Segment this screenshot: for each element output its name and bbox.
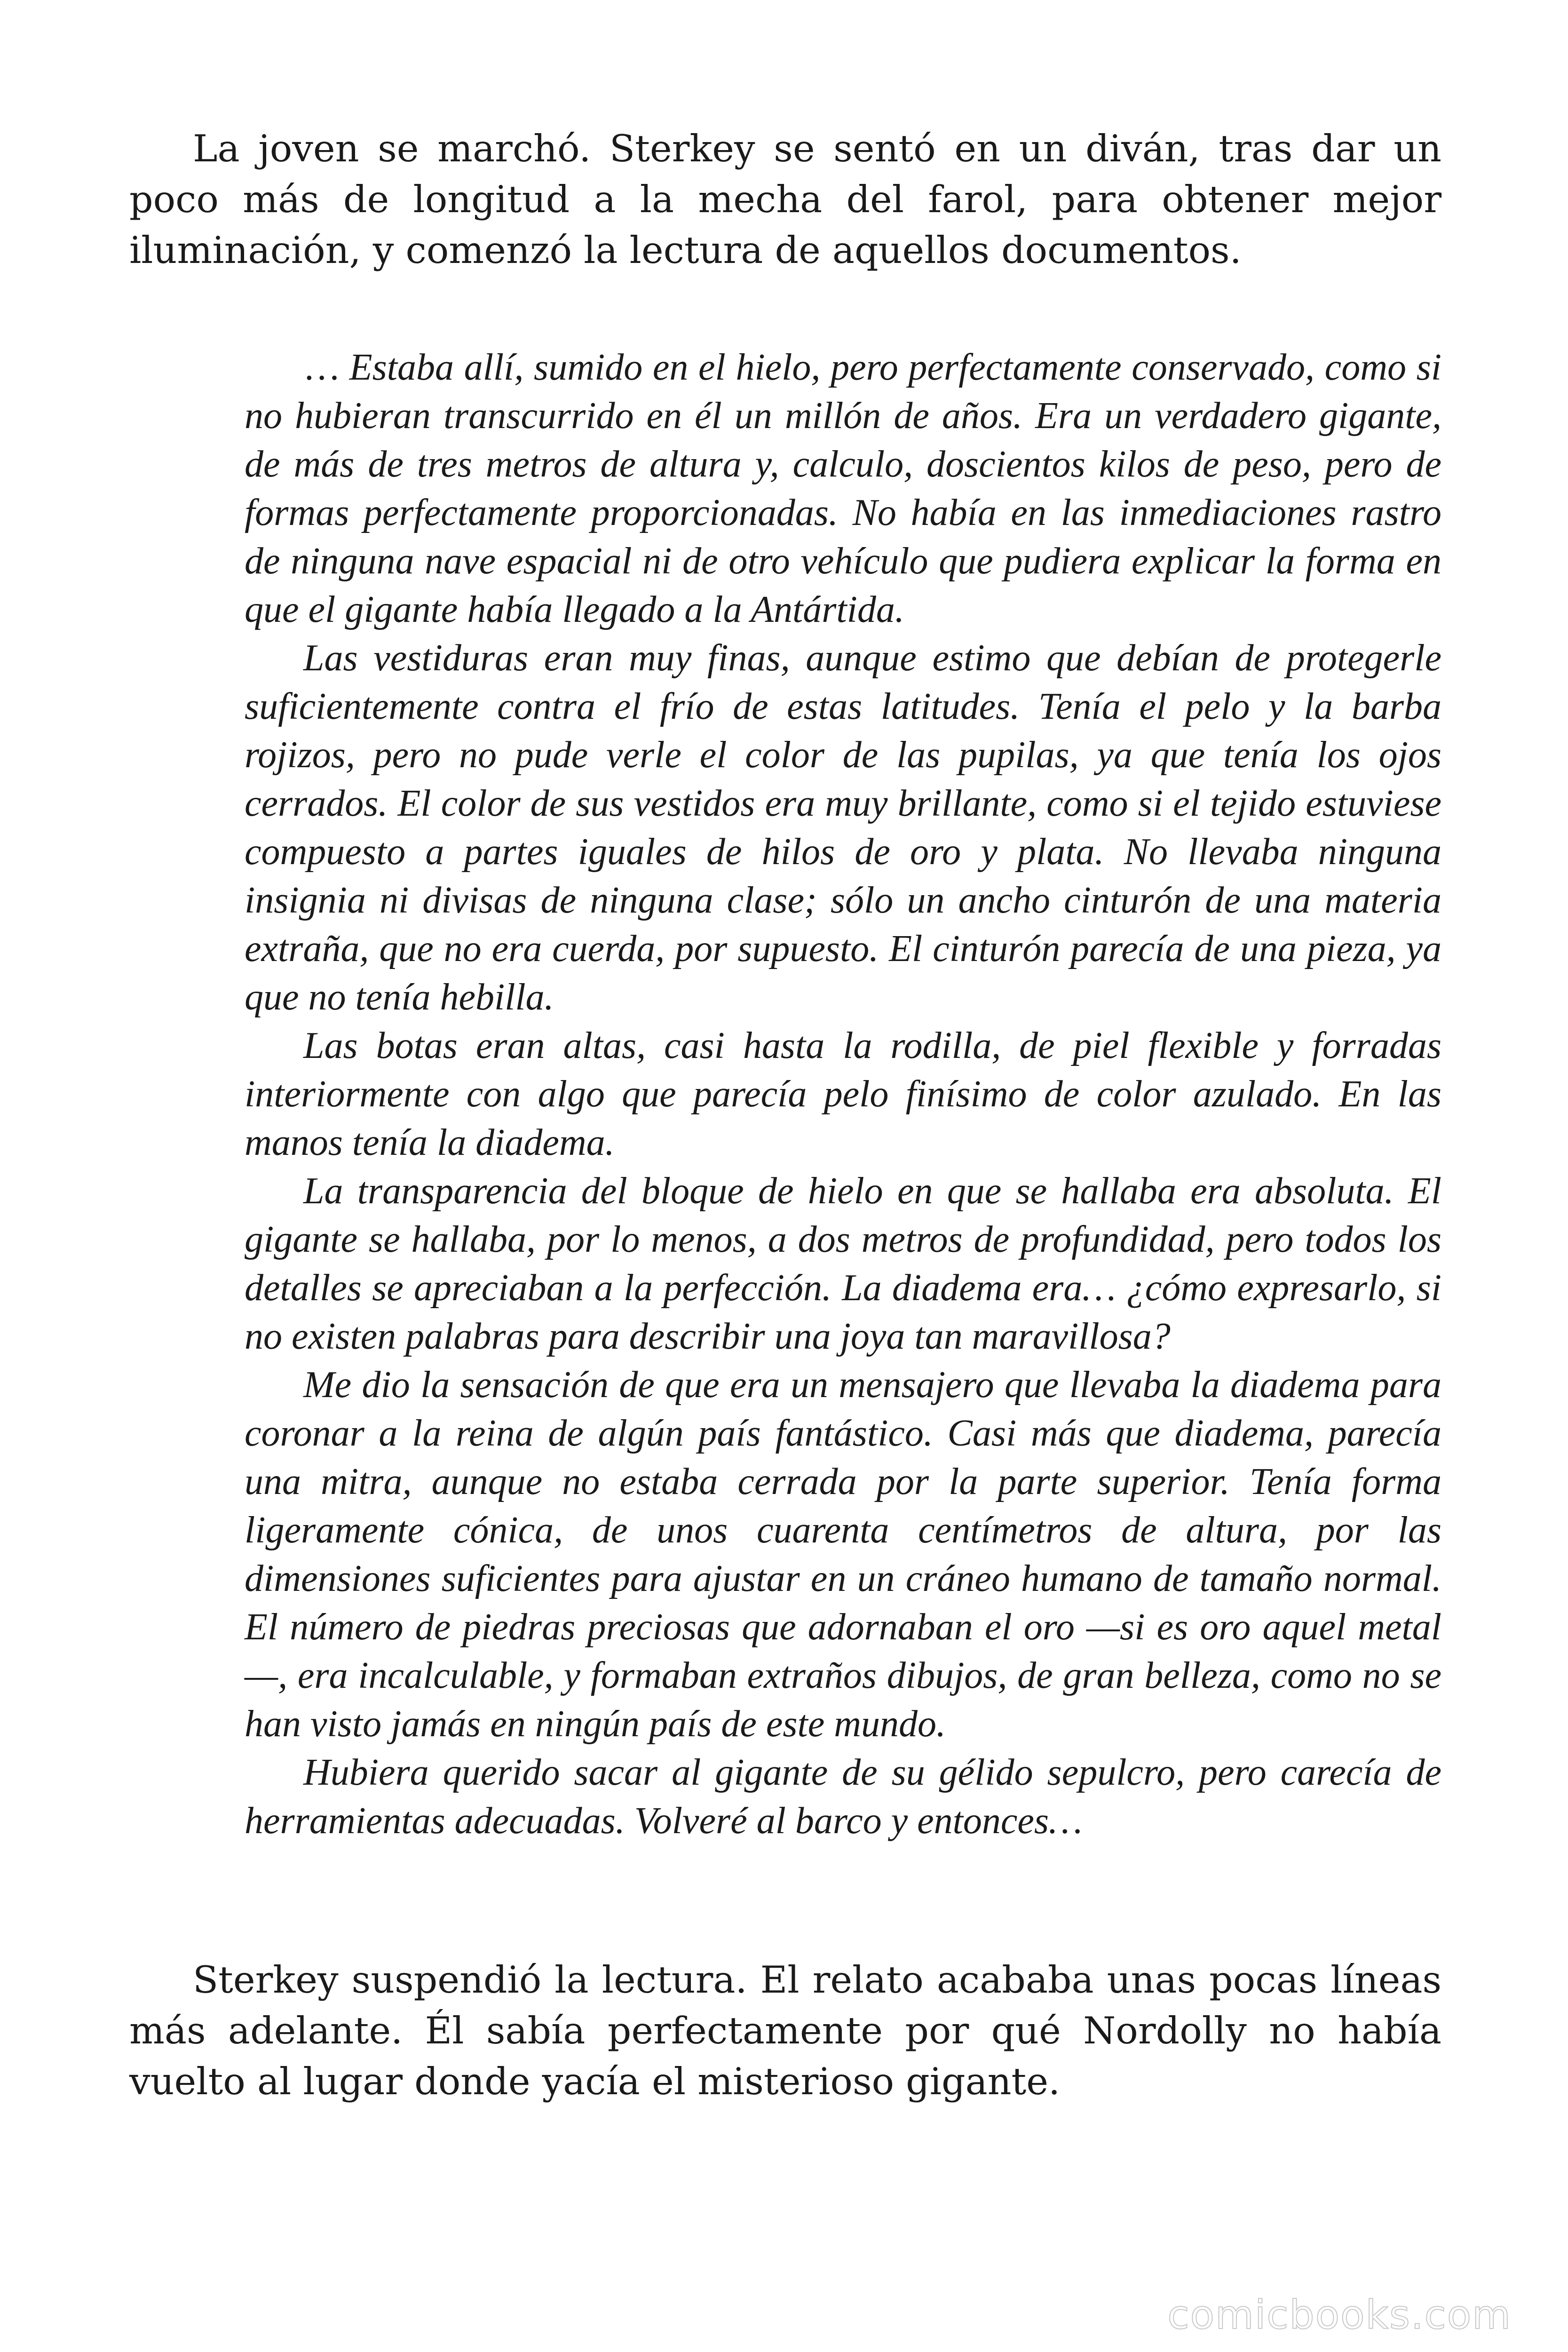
quoted-document [245, 343, 1441, 1845]
quoted-paragraph-3: Las botas eran altas, casi hasta la rodilla, de piel flexible y forradas interiormente con algo que parecía pelo finísimo de color azulado. En las manos tenía la diadema. [245, 1025, 1441, 1163]
quoted-paragraph-2: Las vestiduras eran muy finas, aunque estimo que debían de protegerle suficientemente contra el frío de estas latitudes. Tenía el pelo y la barba rojizos, pero no pude verle el color de las pupilas, ya que tenía los ojos cerrados. El color de sus vestidos era muy brillante, como si el tejido estuviese compuesto a partes iguales de hilos de oro y plata. No llevaba ninguna insignia ni divisas de ninguna clase; sólo un ancho cinturón de una materia extraña, que no era cuerda, por supuesto. El cinturón parecía de una pieza, ya que no tenía hebilla. [245, 637, 1441, 1018]
quoted-paragraph-5: Me dio la sensación de que era un mensajero que llevaba la diadema para coronar a la reina de algún país fantástico. Casi más que diadema, parecía una mitra, aunque no estaba cerrada por la parte superior. Tenía forma ligeramente cónica, de unos cuarenta centímetros de altura, por las dimensiones suficientes para ajustar en un cráneo humano de tamaño normal. El número de piedras preciosas que adornaban el oro —si es oro aquel metal—, era incalculable, y formaban extraños dibujos, de gran belleza, como no se han visto jamás en ningún país de este mundo. [245, 1364, 1441, 1745]
quoted-paragraph-1: … Estaba allí, sumido en el hielo, pero perfectamente conservado, como si no hubieran transcurrido en él un millón de años. Era un verdadero gigante, de más de tres metros de altura y, calculo, doscientos kilos de peso, pero de formas perfectamente proporcionadas. No había en las inmediaciones rastro de ninguna nave espacial ni de otro vehículo que pudiera explicar la forma en que el gigante había llegado a la Antártida. [245, 347, 1441, 630]
quoted-paragraph-4: La transparencia del bloque de hielo en que se hallaba era absoluta. El gigante se hallaba, por lo menos, a dos metros de profundidad, pero todos los detalles se apreciaban a la perfección. La diadema era… ¿cómo expresarlo, si no existen palabras para describir una joya tan maravillosa? [245, 1170, 1441, 1357]
outro-paragraph: Sterkey suspendió la lectura. El relato acababa unas pocas líneas más adelante. Él sabía perfectamente por qué Nordolly no había vuelto al lugar donde yacía el misterioso gigante. [129, 1958, 1441, 2103]
quoted-paragraph-6: Hubiera querido sacar al gigante de su gélido sepulcro, pero carecía de herramientas adecuadas. Volveré al barco y entonces… [245, 1752, 1441, 1842]
intro-paragraph: La joven se marchó. Sterkey se sentó en un diván, tras dar un poco más de longitud a la mecha del farol, para obtener mejor iluminación, y comenzó la lectura de aquellos documentos. [129, 127, 1441, 272]
site-watermark: comicbooks.com [1167, 2292, 1512, 2338]
